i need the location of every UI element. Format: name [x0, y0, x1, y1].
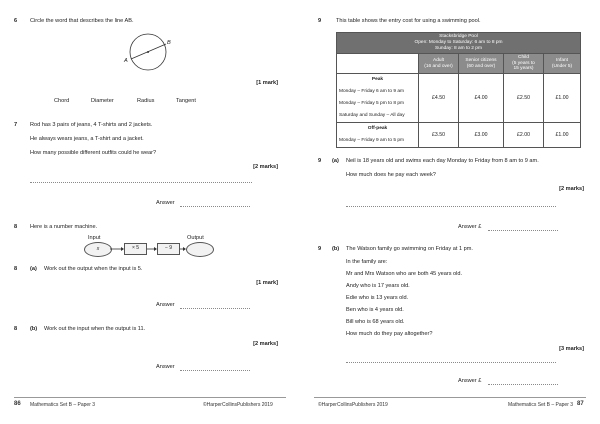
q8b-text: Work out the input when the output is 11.	[44, 326, 146, 332]
offpeak-label: Off-peak	[367, 126, 388, 131]
q9a-text: Neil is 18 years old and swims each day Monday to Friday from 8 am to 9 am.	[346, 158, 539, 164]
q9a-answer-line[interactable]	[488, 230, 558, 231]
q8b-number: 8	[14, 326, 18, 332]
q8b-marks: [2 marks]	[253, 341, 278, 347]
q9a-answer-label: Answer £	[458, 224, 482, 230]
q8a-part: (a)	[30, 266, 37, 272]
right-footer-copyright: ©HarperCollinsPublishers 2019	[318, 402, 388, 408]
option-diameter[interactable]: Diameter	[91, 98, 114, 104]
offpeak-label-cell	[337, 123, 419, 148]
col-header-infant	[544, 54, 581, 74]
col-header-child	[504, 54, 544, 74]
circle-centre-dot	[147, 51, 149, 53]
q9b-line-5: Ben who is 4 years old.	[346, 307, 404, 313]
q9b-line-3: Andy who is 17 years old.	[346, 283, 410, 289]
q9b-line-1: In the family are:	[346, 259, 388, 265]
q9b-line-6: Bill who is 68 years old.	[346, 319, 405, 325]
left-page-number: 86	[14, 401, 21, 407]
peak-time-2: Monday – Friday 5 pm to 8 pm	[339, 101, 405, 106]
q8b-part: (b)	[30, 326, 38, 332]
q8a-text: Work out the output when the input is 5.	[44, 266, 143, 272]
offpeak-price-adult: £3.50	[419, 123, 459, 148]
q6-marks: [1 mark]	[256, 80, 278, 86]
q8a-marks: [1 mark]	[256, 280, 278, 286]
table-title: Stacksbridge Pool	[439, 34, 478, 39]
q7-line-1: Rod has 3 pairs of jeans, 4 T-shirts and 2 jackets.	[30, 122, 153, 128]
offpeak-price-child: £2.00	[504, 123, 544, 148]
q7-answer-label: Answer	[156, 200, 175, 206]
right-footer-title: Mathematics Set B – Paper 3	[508, 402, 574, 408]
machine-output-label: Output	[187, 235, 204, 241]
col-senior-line-1: Senior citizens	[465, 58, 497, 63]
q7-working-line[interactable]	[30, 182, 252, 183]
q8a-number: 8	[14, 266, 18, 272]
table-header	[337, 33, 581, 54]
col-infant-line-1: Infant	[556, 58, 569, 63]
offpeak-price-infant: £1.00	[544, 123, 581, 148]
option-radius[interactable]: Radius	[137, 98, 155, 104]
circle-diagram	[118, 32, 178, 72]
q9b-answer-label: Answer £	[458, 378, 482, 384]
peak-price-child: £2.50	[504, 74, 544, 123]
left-footer-rule	[14, 397, 286, 398]
q7-marks: [2 marks]	[253, 164, 278, 170]
q9a-question: How much does he pay each week?	[346, 172, 436, 178]
q7-line-2: He always wears jeans, a T-shirt and a jacket.	[30, 136, 144, 142]
machine-step-minus-9: − 9	[157, 243, 180, 255]
q7-answer-line[interactable]	[180, 206, 250, 207]
q6-text: Circle the word that describes the line AB.	[30, 18, 134, 24]
machine-input-label: Input	[88, 235, 101, 241]
col-adult-line-1: Adult	[433, 58, 444, 63]
peak-price-infant: £1.00	[544, 74, 581, 123]
right-footer-rule	[314, 397, 586, 398]
machine-input-oval: x	[84, 242, 112, 257]
q9b-line-7: How much do they pay altogether?	[346, 331, 433, 337]
table-corner	[337, 54, 419, 74]
peak-price-adult: £4.50	[419, 74, 459, 123]
q9b-number: 9	[318, 246, 322, 252]
peak-time-3: Saturday and Sunday – All day	[339, 113, 405, 118]
right-page	[300, 0, 600, 424]
left-footer-copyright: ©HarperCollinsPublishers 2019	[203, 402, 273, 408]
offpeak-price-senior: £3.00	[459, 123, 504, 148]
q7-number: 7	[14, 122, 18, 128]
col-header-senior	[459, 54, 504, 74]
point-a-label: A	[124, 58, 128, 64]
q8b-answer-line[interactable]	[180, 370, 250, 371]
col-senior-line-2: (60 and over)	[466, 63, 496, 69]
q7-line-3: How many possible different outfits could he wear?	[30, 150, 157, 156]
q9b-marks: [3 marks]	[559, 346, 584, 352]
machine-step-times-5: × 5	[124, 243, 147, 255]
q9a-part: (a)	[332, 158, 339, 164]
peak-label: Peak	[371, 77, 384, 82]
q8a-answer-line[interactable]	[180, 308, 250, 309]
q6-number: 6	[14, 18, 18, 24]
machine-output-oval	[186, 242, 214, 257]
option-chord[interactable]: Chord	[54, 98, 70, 104]
q9b-working-line[interactable]	[346, 362, 556, 363]
q9-number: 9	[318, 18, 322, 24]
q9b-line-2: Mr and Mrs Watson who are both 45 years old.	[346, 271, 463, 277]
col-child-line-2: (5 years to	[512, 60, 535, 66]
q9b-answer-line[interactable]	[488, 384, 558, 385]
col-child-line-3: 15 years)	[513, 66, 534, 72]
q9b-text: The Watson family go swimming on Friday at 1 pm.	[346, 246, 473, 252]
col-header-adult	[419, 54, 459, 74]
q8a-answer-label: Answer	[156, 302, 175, 308]
table-subtitle-1: Open: Monday to Saturday: 6 am to 8 pm	[414, 40, 503, 45]
q9a-marks: [2 marks]	[559, 186, 584, 192]
option-tangent[interactable]: Tangent	[176, 98, 196, 104]
right-page-number: 87	[577, 401, 584, 407]
q8b-answer-label: Answer	[156, 364, 175, 370]
peak-price-senior: £4.00	[459, 74, 504, 123]
q9a-number: 9	[318, 158, 322, 164]
offpeak-time-1: Monday – Friday 9 am to 5 pm	[339, 138, 405, 143]
q9b-part: (b)	[332, 246, 340, 252]
col-adult-line-2: (16 and over)	[424, 63, 453, 69]
col-infant-line-2: (Under 5)	[551, 63, 573, 69]
point-b-label: B	[167, 40, 171, 46]
q9b-line-4: Edie who is 13 years old.	[346, 295, 409, 301]
table-subtitle-2: Sunday: 8 am to 2 pm	[435, 46, 482, 51]
q9a-working-line[interactable]	[346, 206, 556, 207]
q9-text: This table shows the entry cost for using a swimming pool.	[336, 18, 481, 24]
q8-number: 8	[14, 224, 18, 230]
peak-time-1: Monday – Friday 6 am to 9 am	[339, 89, 405, 94]
pool-price-table	[336, 32, 581, 148]
peak-label-cell	[337, 74, 419, 123]
left-footer-title: Mathematics Set B – Paper 3	[30, 402, 96, 408]
col-child-line-1: Child	[518, 55, 529, 61]
q8-text: Here is a number machine.	[30, 224, 98, 230]
